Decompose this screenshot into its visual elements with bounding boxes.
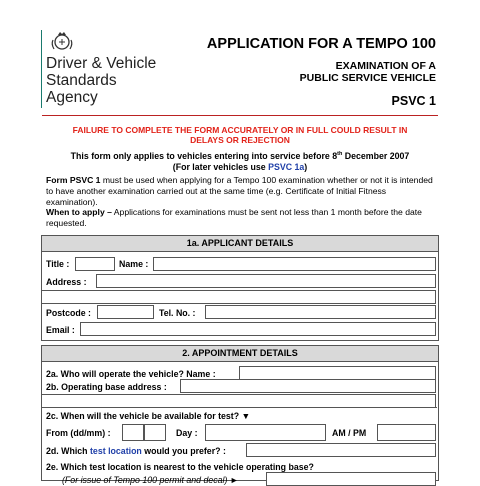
am-pm-label: AM / PM [332,428,367,438]
postcode-label: Postcode : [46,308,91,318]
applies-date: December 2007 [342,150,410,161]
address-field-line-2[interactable] [41,290,436,304]
section-appointment-header: 2. APPOINTMENT DETAILS [41,345,439,362]
form-code: PSVC 1 [391,94,436,108]
section-applicant-header: 1a. APPLICANT DETAILS [41,235,439,252]
operator-question: 2a. Who will operate the vehicle? Name : [46,369,216,379]
agency-name [46,55,156,106]
form-title: APPLICATION FOR A TEMPO 100 [206,36,436,52]
header-divider [42,115,438,116]
when-to-apply-text: Applications for examinations must be sent not less than 1 month before the date requested. [46,207,422,229]
test-location-link[interactable]: test location [90,446,142,456]
agency-line-2: Standards [46,72,117,89]
telephone-field[interactable] [205,305,436,319]
operator-name-field[interactable] [239,366,436,380]
from-day-field[interactable] [122,424,144,441]
availability-question: 2c. When will the vehicle be available for test? ▼ [46,411,251,421]
preferred-location-field[interactable] [246,443,436,457]
when-to-apply-bold: When to apply – [46,207,112,218]
warning-line-2: DELAYS OR REJECTION [190,135,290,145]
psvc1a-link[interactable]: PSVC 1a [268,161,305,172]
agency-line-3: Agency [46,89,98,106]
applies-text: This form only applies to vehicles entering into service before 8 [70,150,338,161]
nearest-location-question: 2e. Which test location is nearest to the vehicle operating base? [46,462,314,472]
title-field[interactable] [75,257,115,271]
q2d-prefix: 2d. Which [46,446,90,456]
title-label: Title : [46,259,70,269]
intro-text [46,175,438,229]
royal-crest-icon [50,30,74,52]
applies-sup: th [337,151,343,157]
permit-note: (For issue of Tempo 100 permit and decal) ► [62,475,239,485]
from-month-field[interactable] [144,424,166,441]
nearest-location-field[interactable] [266,472,436,486]
name-field[interactable] [153,257,436,271]
email-field[interactable] [80,322,436,336]
address-label: Address : [46,277,87,287]
later-text: (For later vehicles use [172,161,269,172]
q2d-suffix: would you prefer? : [141,446,226,456]
warning-text [42,125,438,145]
day-field[interactable] [205,424,326,441]
agency-accent-bar [41,30,42,108]
operating-base-question: 2b. Operating base address : [46,382,167,392]
availability-divider [41,407,437,408]
postcode-field[interactable] [97,305,154,319]
form-usage-text: must be used when applying for a Tempo 100 examination whether or not it is intended to have another examination carried out at the same time (e.g. Certificate of Initial Fitness examination). [46,175,433,207]
am-pm-field[interactable] [377,424,436,441]
warning-line-1: FAILURE TO COMPLETE THE FORM ACCURATELY OR IN FULL COULD RESULT IN [72,125,408,135]
day-label: Day : [176,428,198,438]
form-name-bold: Form PSVC 1 [46,175,101,185]
from-date-label: From (dd/mm) : [46,428,111,438]
agency-line-1: Driver & Vehicle [46,55,157,72]
applies-notice [42,149,438,173]
address-field-line-1[interactable] [96,274,436,288]
tel-label: Tel. No. : [159,308,196,318]
name-label: Name : [119,259,149,269]
form-subtitle [300,60,436,84]
subtitle-line-2: PUBLIC SERVICE VEHICLE [299,72,436,84]
operating-base-field-line-1[interactable] [180,379,436,393]
test-location-question [46,446,226,456]
later-close: ) [304,161,308,172]
subtitle-line-1: EXAMINATION OF A [335,60,436,72]
email-label: Email : [46,325,75,335]
operating-base-field-line-2[interactable] [41,394,436,408]
